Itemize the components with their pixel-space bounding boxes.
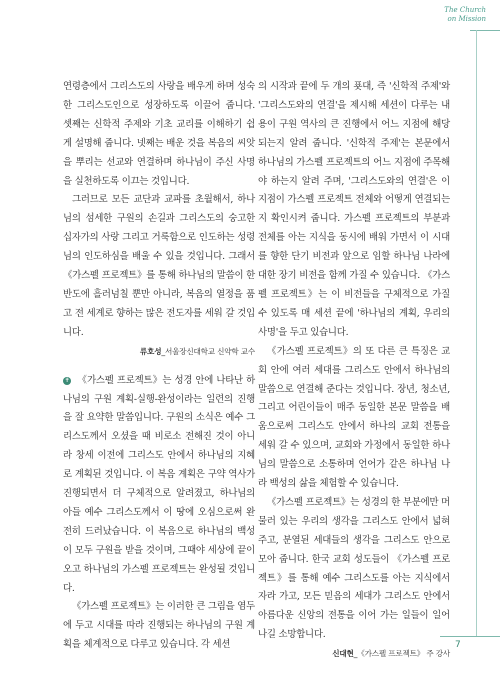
- running-title-line1: The Church: [444, 6, 486, 14]
- page-header: [0, 0, 500, 40]
- decorative-rule-top: [470, 30, 500, 31]
- paragraph: 그러므로 모든 교단과 교파를 초월해서, 하나님의 섬세한 구원의 손길과 그리스도의 숭고한 십자가의 사랑 그리고 거룩함으로 인도하는 성령님의 인도하심을 배울 수 있을 것입니다. 그래서 《가스펠 프로젝트》를 통해 하나님의 말씀이 한반도에 흘러넘칠 뿐만 아니라, 복음의 열정을 품고 전 세계로 향하는 많은 전도자를 세워 갈 것입니다.: [63, 194, 255, 338]
- running-title-line2: on Mission: [447, 15, 486, 23]
- paragraph-text: 《가스펠 프로젝트》는 성경 안에 나타난 하나님의 구원 계획-실행-완성이라는 일련의 진행을 잘 요약한 말씀입니다. 구원의 소식은 예수 그리스도께서 오셨을 때 비로소 전해진 것이 아니라 창세 이전에 그리스도 안에서 하나님의 지혜로 계획된 것입니다. 이 복음 계획은 구약 역사가 진행되면서 더 구체적으로 알려졌고, 하나님의 아들 예수 그리스도께서 이 땅에 오심으로써 완전히 드러났습니다. 이 복음으로 하나님의 백성이 모두 구원을 받을 것이며, 그때야 세상에 끝이 오고 하나님의 가스펠 프로젝트는 완성될 것입니다.: [63, 374, 255, 594]
- paragraph: 《가스펠 프로젝트》는 성경의 한 부분에만 머물러 있는 우리의 생각을 그리스도 안에서 넓혀 주고, 분열된 세대들의 생각을 그리스도 안으로 모아 줍니다. 한국 교회 성도들이 《가스펠 프로젝트》를 통해 예수 그리스도를 아는 지식에서 자라 가고, 모든 믿음의 세대가 그리스도 안에서 아름다운 신앙의 전통을 이어 가는 일들이 일어나길 소망합니다.: [258, 496, 450, 641]
- author-signature: [63, 343, 255, 362]
- left-column: [63, 78, 255, 655]
- author-signature: [258, 645, 450, 664]
- cross-circle-icon: ✝: [64, 376, 70, 384]
- author-name: 류호성: [139, 346, 162, 356]
- paragraph: 《가스펠 프로젝트》의 또 다른 큰 특징은 교회 안에 여러 세대를 그리스도 안에서 하나님의 말씀으로 연결해 준다는 것입니다. 장년, 청소년, 그리고 어린이들이 매주 동일한 본문 말씀을 배움으로써 그리스도 안에서 하나의 교회 전통을 세워 갈 수 있으며, 교회와 가정에서 동일한 하나님의 말씀으로 소통하며 언어가 같은 하나님 나라 백성의 삶을 체험할 수 있습니다.: [258, 345, 450, 490]
- author-title: _《가스펠 프로젝트》 주 강사: [353, 649, 450, 659]
- paragraph: 의 시작과 끝에 두 개의 푯대, 즉 '신학적 주제'와 '그리스도와의 연결'을 제시해 세션이 다루는 내용이 구원 역사의 큰 진행에서 어느 지점에 해당되는지 알려 줍니다. '신학적 주제'는 본문에서 하나님의 가스펠 프로젝트의 어느 지점에 주목해야 하는지 알려 주며, '그리스도와의 연결'은 이 지점이 가스펠 프로젝트 전체와 어떻게 연결되는지 확인시켜 줍니다. 가스펠 프로젝트의 부분과 전체를 아는 지식을 동시에 배워 가면서 이 시대를 향한 단기 비전과 앞으로 임할 하나님 나라에 대한 장기 비전을 함께 가질 수 있습니다. 《가스펠 프로젝트》는 이 비전들을 구체적으로 가질 수 있도록 매 세션 끝에 '하나님의 계획, 우리의 사명'을 두고 있습니다.: [258, 81, 450, 338]
- decorative-rule-vertical: [476, 30, 477, 636]
- page-number: 7: [455, 640, 461, 650]
- paragraph: 연령층에서 그리스도의 사랑을 배우게 하며 성숙한 그리스도인으로 성장하도록 이끌어 줍니다. 셋째는 신학적 주제와 기초 교리를 이해하기 쉽게 설명해 줍니다. 넷째는 배운 것을 복음의 씨앗을 뿌리는 선교와 연결하며 하나님이 주신 사명을 실천하도록 이끄는 것입니다.: [63, 81, 255, 187]
- author-title: _서울장신대학교 신약학 교수: [161, 346, 255, 356]
- paragraph: [63, 372, 255, 599]
- running-title: [444, 6, 486, 24]
- author-name: 신대현: [332, 649, 354, 659]
- right-column: [258, 78, 450, 664]
- paragraph: 《가스펠 프로젝트》는 이러한 큰 그림을 염두에 두고 시대를 따라 진행되는 하나님의 구원 계획을 체계적으로 다루고 있습니다. 각 세션: [63, 601, 255, 651]
- section-gap: [63, 362, 255, 372]
